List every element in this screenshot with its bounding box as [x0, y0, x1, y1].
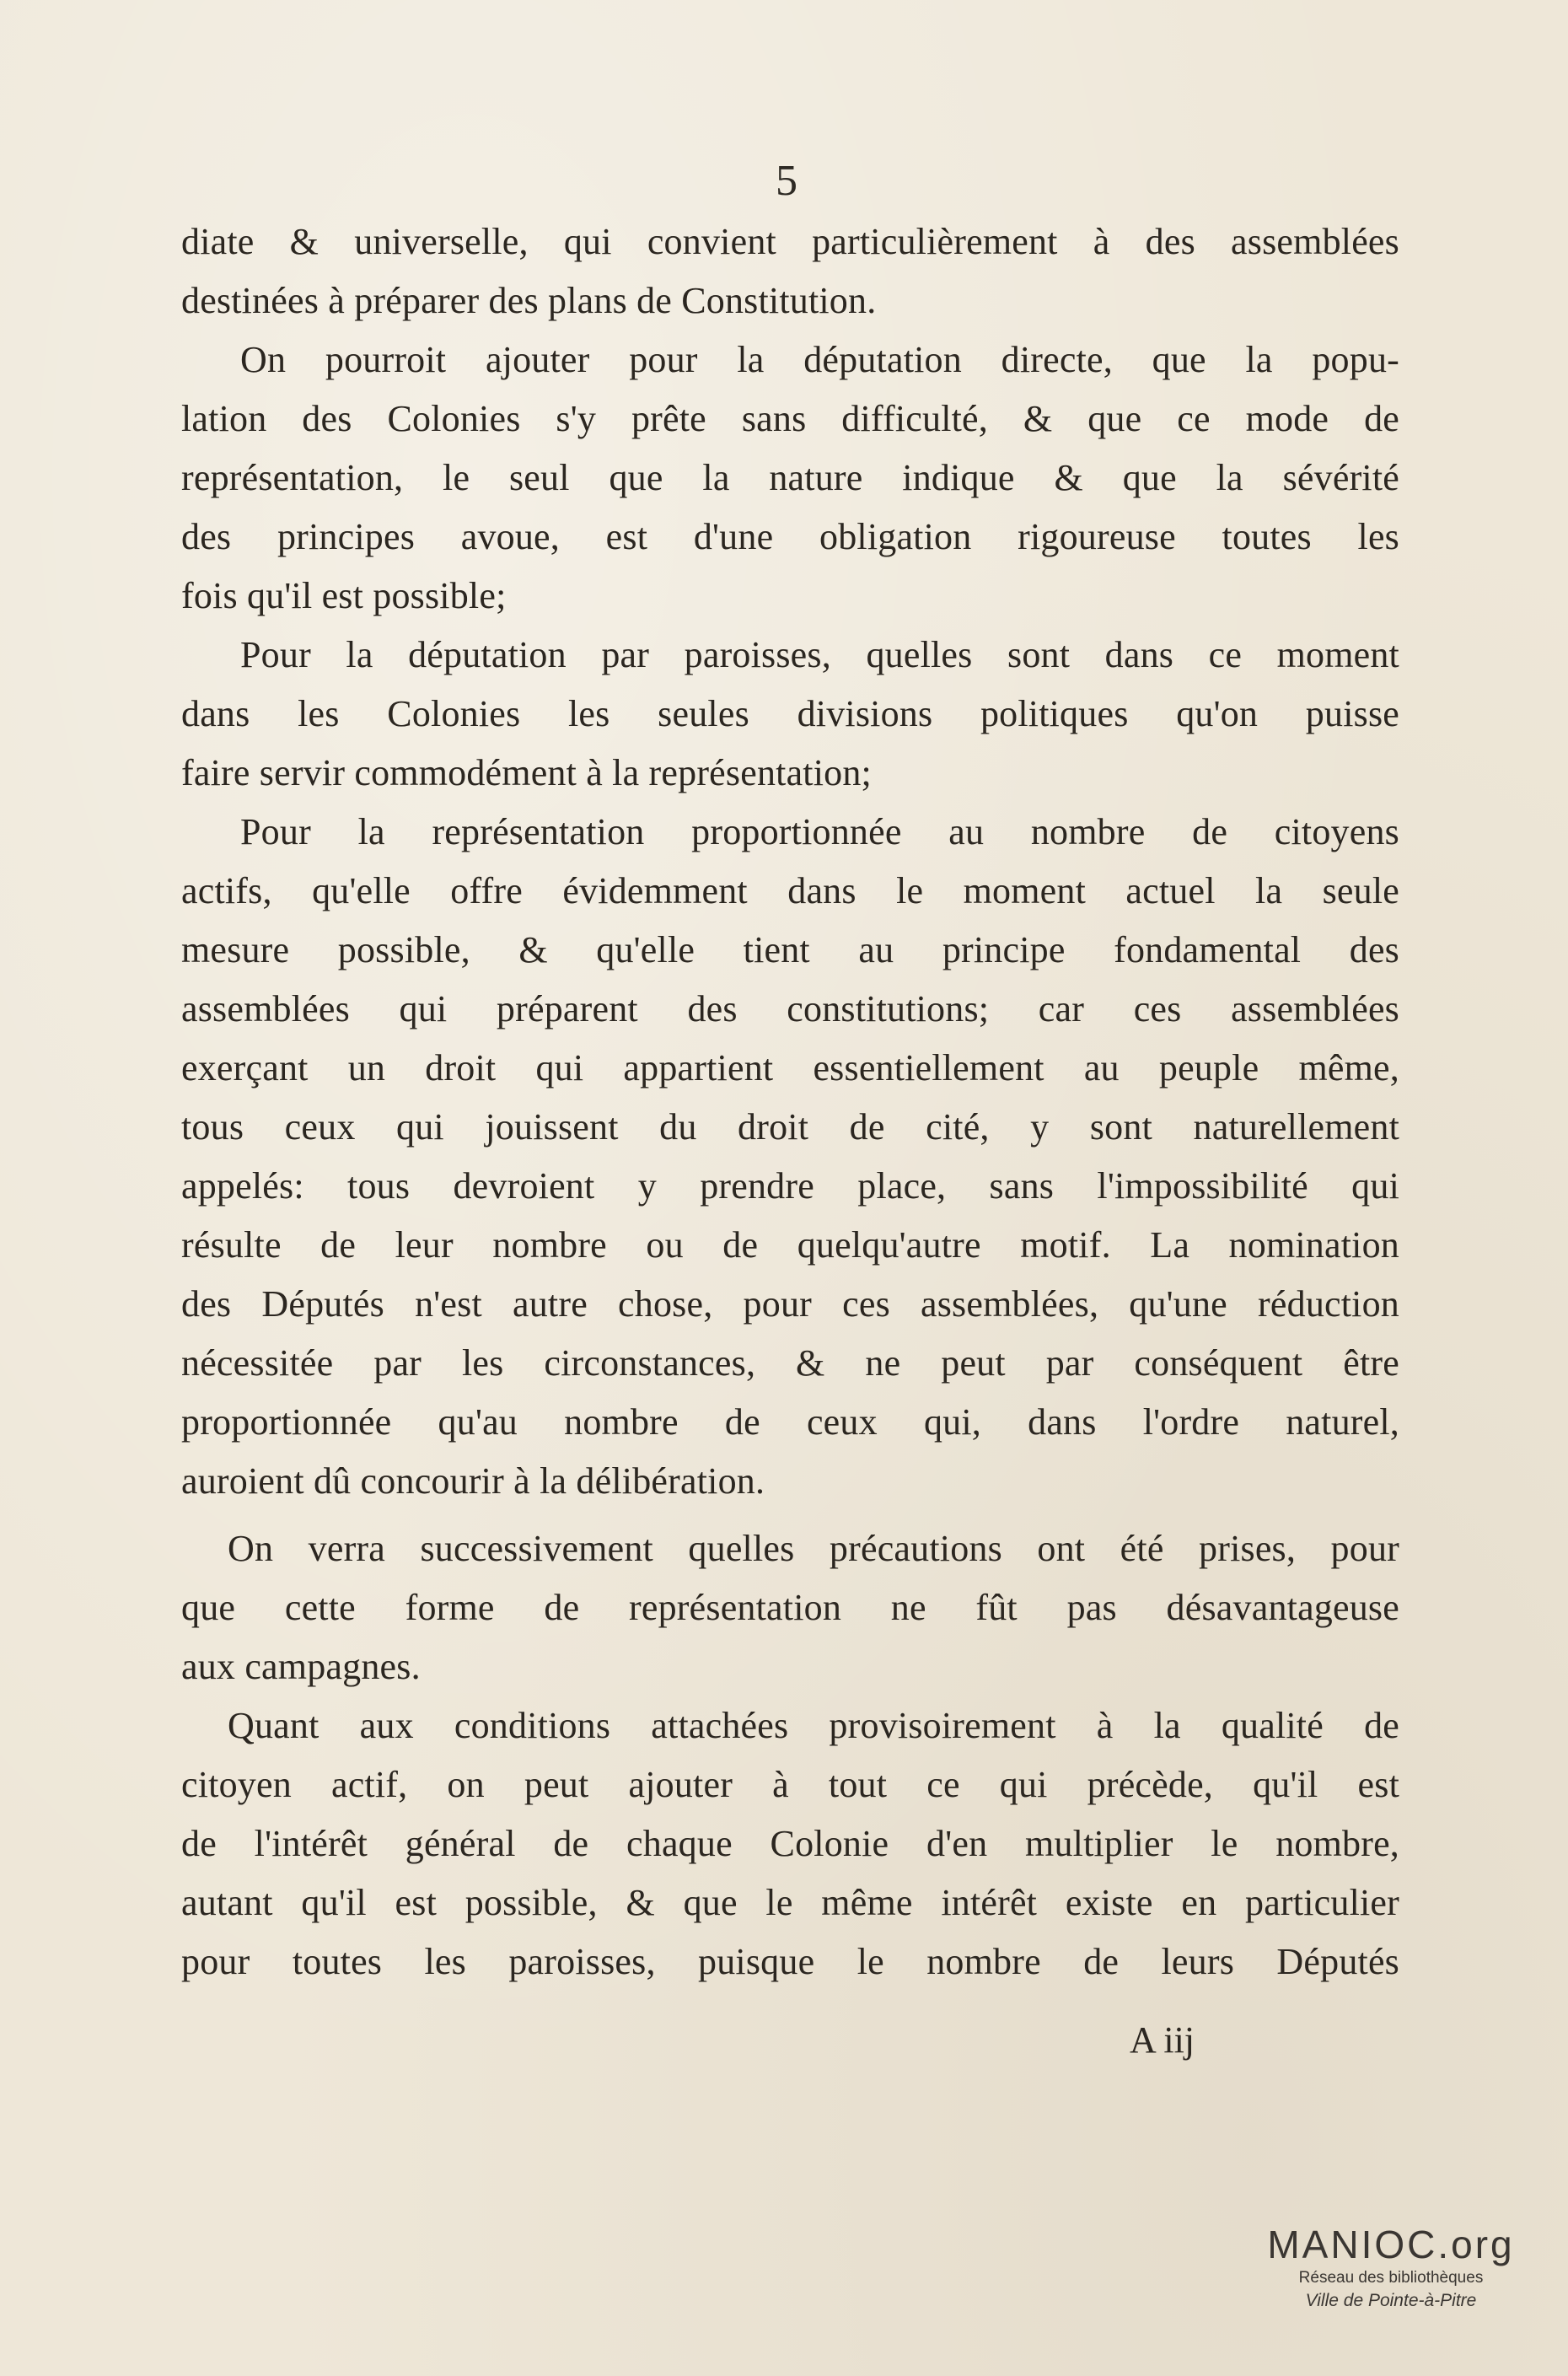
text-line: des Députés n'est autre chose, pour ces assemblées, qu'une réduction [181, 1283, 1399, 1325]
text-line: représentation, le seul que la nature indique & que la sévérité [181, 457, 1399, 498]
text-line: pour toutes les paroisses, puisque le nombre de leurs Députés [181, 1941, 1399, 1982]
text-line: fois qu'il est possible; [181, 575, 507, 616]
body-text [181, 212, 1399, 1992]
page-number: 5 [776, 157, 797, 205]
text-line: actifs, qu'elle offre évidemment dans le moment actuel la seule [181, 870, 1399, 911]
text-line: tous ceux qui jouissent du droit de cité, y sont naturellement [181, 1106, 1399, 1148]
watermark-logo: MANIOC.org [1267, 2223, 1515, 2266]
text-line: dans les Colonies les seules divisions politiques qu'on puisse [181, 693, 1399, 734]
text-line: On pourroit ajouter pour la députation directe, que la popu- [240, 339, 1399, 380]
text-line: destinées à préparer des plans de Constitution. [181, 280, 877, 321]
text-line: Quant aux conditions attachées provisoirement à la qualité de [228, 1705, 1399, 1746]
text-line: Pour la représentation proportionnée au nombre de citoyens [240, 811, 1399, 852]
text-line: diate & universelle, qui convient particulièrement à des assemblées [181, 221, 1399, 262]
text-line: de l'intérêt général de chaque Colonie d'en multiplier le nombre, [181, 1823, 1399, 1864]
text-line: proportionnée qu'au nombre de ceux qui, dans l'ordre naturel, [181, 1401, 1399, 1443]
text-line: nécessitée par les circonstances, & ne peut par conséquent être [181, 1342, 1399, 1384]
watermark-line2: Ville de Pointe-à-Pitre [1305, 2291, 1477, 2310]
text-line: que cette forme de représentation ne fût pas désavantageuse [181, 1587, 1399, 1628]
text-line: assemblées qui préparent des constitutions; car ces assemblées [181, 988, 1399, 1029]
text-line: résulte de leur nombre ou de quelqu'autre motif. La nomination [181, 1224, 1399, 1266]
text-line: appelés: tous devroient y prendre place, sans l'impossibilité qui [181, 1165, 1399, 1207]
text-line: faire servir commodément à la représentation; [181, 752, 872, 793]
watermark [1248, 2222, 1534, 2313]
text-line: lation des Colonies s'y prête sans difficulté, & que ce mode de [181, 398, 1399, 439]
text-line: autant qu'il est possible, & que le même intérêt existe en particulier [181, 1882, 1399, 1923]
text-line: des principes avoue, est d'une obligation rigoureuse toutes les [181, 516, 1399, 557]
text-line: citoyen actif, on peut ajouter à tout ce qui précède, qu'il est [181, 1764, 1399, 1805]
text-line: On verra successivement quelles précautions ont été prises, pour [228, 1528, 1399, 1569]
text-line: mesure possible, & qu'elle tient au principe fondamental des [181, 929, 1399, 970]
text-line: exerçant un droit qui appartient essentiellement au peuple même, [181, 1047, 1399, 1089]
signature-mark: A iij [1130, 2019, 1195, 2061]
text-line: Pour la députation par paroisses, quelles sont dans ce moment [240, 634, 1399, 675]
text-line: aux campagnes. [181, 1646, 421, 1687]
watermark-line1: Réseau des bibliothèques [1298, 2269, 1484, 2287]
text-line: auroient dû concourir à la délibération. [181, 1460, 765, 1502]
